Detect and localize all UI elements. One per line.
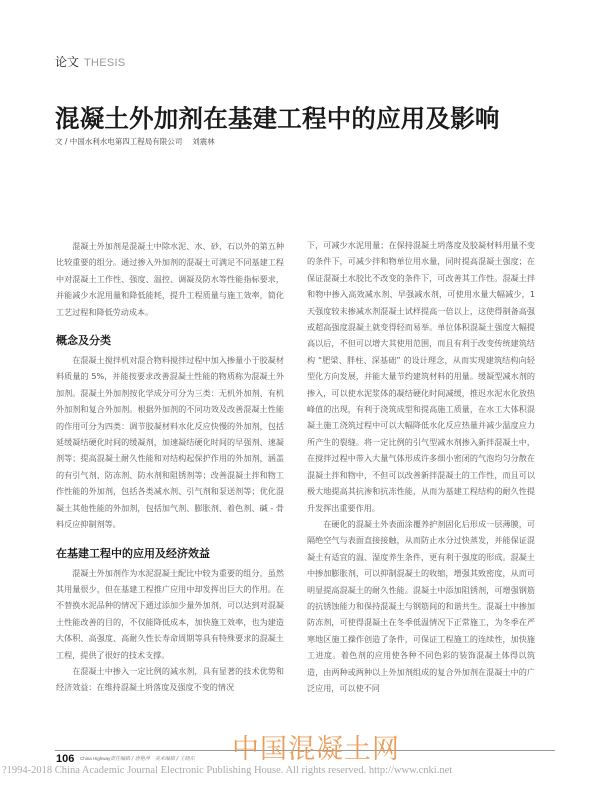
right-column bbox=[307, 237, 535, 696]
journal-name: China Highway bbox=[80, 756, 111, 761]
body-paragraph: 混凝土外加剂作为水泥混凝土配比中较为重要的组分，虽然其用量很少，但在基建工程推广应用中却发挥出巨大的作用。在不替换水泥品种的情况下通过添加少量外加剂，可以达到对混凝土性能改善的目的，不仅能降低成本，加快施工效率，也为建造大体积、高强度、高耐久性长寿命周期等具有特殊要求的混凝土工程，提供了很好的技术支撑。 bbox=[56, 567, 284, 660]
body-paragraph: 在混凝土中掺入一定比例的减水剂，具有显著的技术优势和经济效益：在维持混凝土坍落度及强度不变的情况 bbox=[56, 665, 284, 693]
body-paragraph: 下，可减少水泥用量；在保持混凝土坍落度及胶凝材料用量不变的条件下，可减少拌和物单位用水量，同时提高混凝土强度；在保证混凝土水胶比不改变的条件下，可改善其工作性。混凝土拌和物中掺入高效减水剂、早强减水剂，可使用水量大幅减少，1 天强度较未掺减水剂混凝土试样提高一倍以上，这使得制备高强或超高强度混凝土就变得轻而易举。单位体积混凝土强度大幅提高以后，不但可以增大其使用范围，而且有利于改变传统建筑结构 “肥梁、胖柱、深基础” 的设计理念，从而实现建筑结构向轻型化方向发展，并能大量节约建筑材料的用量。缓凝型减水剂的掺入，可以使水泥浆体的凝结硬化时间减缓，推迟水泥水化放热峰值的出现，有利于浇筑成型和提高施工质量，在水工大体积混凝土施工浇筑过程中可以大幅降低水化反应热量并减少温度应力所产生的裂缝。将一定比例的引气型减水剂掺入新拌混凝土中，在搅拌过程中带入大量气体形成许多细小密闭的气泡均匀分散在混凝土拌和物中，不但可以改善新拌混凝土的工作性，而且可以极大地提高其抗渗和抗冻性能，从而为基建工程结构的耐久性提升发挥出重要作用。 bbox=[307, 240, 535, 513]
intro-paragraph: 混凝土外加剂是混凝土中除水泥、水、砂、石以外的第五种比较重要的组分。通过掺入外加剂的混凝土可满足不同基建工程中对混凝土工作性、强度、温控、调凝及防水等性能指标要求，并能减少水泥用量和降低能耗，提升工程质量与施工效率，简化工艺过程和降低劳动成本。 bbox=[56, 241, 284, 317]
watermark: 中国混凝土网 bbox=[232, 734, 400, 765]
section-tag bbox=[55, 53, 126, 70]
editors-credit: 责任编辑 / 唐艳萍 美术编辑 / 王晓东 bbox=[110, 756, 195, 762]
body-paragraph: 在混凝土搅拌机对混合物料搅拌过程中加入掺量小于胶凝材料质量的 5%，并能按要求改善混凝土性能的物质称为混凝土外加剂。混凝土外加剂按化学成分可分为三类：无机外加剂、有机外加剂和复合外加剂。根据外加剂的不同功效及改善混凝土性能的作用可分为四类：调节胶凝材料水化反应快慢的外加剂，包括延缓凝结硬化时间的缓凝剂，加速凝结硬化时间的早强剂、速凝剂等；提高混凝土耐久性能和对结构起保护作用的外加剂，涵盖的有引气剂、防冻剂、防水剂和阻锈剂等；改善混凝土拌和物工作性能的外加剂，包括各类减水剂、引气剂和泵送剂等；优化混凝土其他性能的外加剂，包括加气剂、膨胀剂、着色剂、碱 - 骨料反应抑制剂等。 bbox=[56, 355, 284, 530]
page-number: 106 bbox=[56, 753, 75, 765]
section-heading-concept: 概念及分类 bbox=[56, 334, 111, 348]
copyright-notice: ?1994-2018 China Academic Journal Electronic Publishing House. All rights reserved. http://www.cnki.net bbox=[2, 765, 453, 776]
left-column bbox=[56, 238, 284, 696]
section-label-cn: 论文 bbox=[55, 55, 80, 69]
body-paragraph: 在硬化的混凝土外表面涂覆养护剂固化后形成一层薄膜，可隔绝空气与表面直接接触，从而防止水分过快蒸发，并能保证混凝土有适宜的温、湿度养生条件，更有利于强度的形成。混凝土中掺加膨胀剂，可以抑制混凝土的收缩，增强其致密度，从而可明显提高混凝土的耐久性能。混凝土中添加阻锈剂，可增强钢筋的抗锈蚀能力和保持混凝土与钢筋间的和谐共生。混凝土中掺加防冻剂，可使得混凝土在冬季低温情况下正常施工，为冬季在严寒地区施工操作创造了条件，可保证工程施工的连续性，加快施工进度。着色剂的应用使各种不同色彩的装饰混凝土体得以筑造，由两种或两种以上外加剂组成的复合外加剂在混凝土中的广泛应用，可以使不同 bbox=[307, 518, 535, 693]
section-label-en: THESIS bbox=[84, 57, 126, 69]
section-heading-application: 在基建工程中的应用及经济效益 bbox=[56, 546, 210, 560]
byline-author: 刘震林 bbox=[192, 137, 215, 146]
byline-affiliation: 文 / 中国水利水电第四工程局有限公司 bbox=[55, 137, 183, 146]
article-title: 混凝土外加剂在基建工程中的应用及影响 bbox=[55, 104, 500, 133]
byline bbox=[55, 136, 215, 147]
